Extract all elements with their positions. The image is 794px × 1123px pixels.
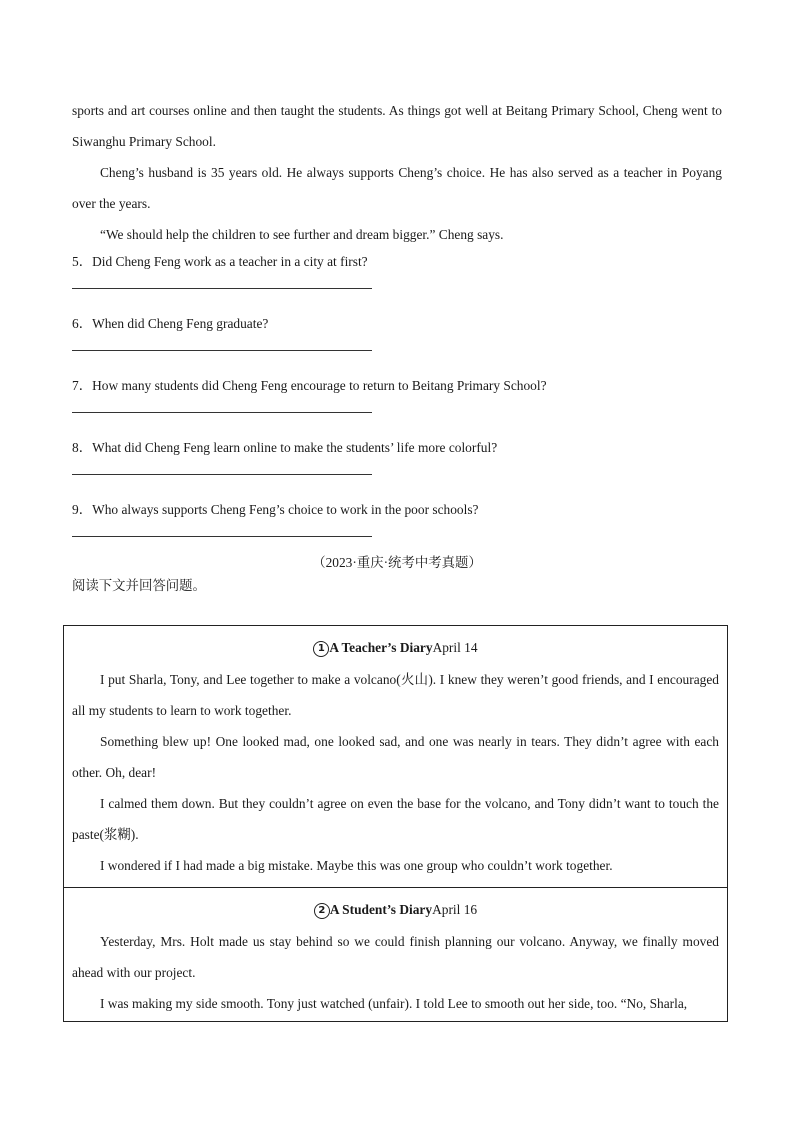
question-item [72, 252, 722, 314]
diary-paragraph: I put Sharla, Tony, and Lee together to make a volcano(火山). I knew they weren’t good friends, and I encouraged all my students to learn to work together. [72, 672, 719, 718]
diary-paragraph: Yesterday, Mrs. Holt made us stay behind so we could finish planning our volcano. Anyway, we finally moved ahead with our project. [72, 934, 719, 980]
diary-date: April 16 [432, 902, 478, 917]
diary-entry-title [72, 634, 719, 662]
circled-number-icon: 1 [313, 641, 329, 657]
question-list [72, 252, 722, 552]
diary-paragraph: I wondered if I had made a big mistake. Maybe this was one group who couldn’t work together. [100, 858, 613, 873]
diary-title: A Student’s Diary [329, 902, 433, 917]
diary-paragraph: Something blew up! One looked mad, one looked sad, and one was nearly in tears. They didn’t agree with each other. Oh, dear! [72, 734, 719, 780]
diary-paragraph: I was making my side smooth. Tony just watched (unfair). I told Lee to smooth out her side, too. “No, Sharla, [100, 996, 688, 1011]
answer-line[interactable] [72, 350, 372, 351]
question-item [72, 500, 722, 552]
answer-line[interactable] [72, 474, 372, 475]
question-text: 7．How many students did Cheng Feng encourage to return to Beitang Primary School? [72, 378, 547, 393]
passage-paragraph: Cheng’s husband is 35 years old. He always supports Cheng’s choice. He has also served as a teacher in Poyang over the years. [72, 165, 722, 211]
answer-line[interactable] [72, 412, 372, 413]
reading-instruction: 阅读下文并回答问题。 [72, 579, 206, 594]
teacher-diary-section [64, 626, 727, 887]
question-item [72, 438, 722, 500]
question-text: 5．Did Cheng Feng work as a teacher in a city at first? [72, 254, 368, 269]
question-text: 6．When did Cheng Feng graduate? [72, 316, 269, 331]
diary-entry-title [72, 896, 719, 924]
diary-box [63, 625, 728, 1022]
answer-line[interactable] [72, 288, 372, 289]
question-text: 9．Who always supports Cheng Feng’s choice to work in the poor schools? [72, 502, 479, 517]
diary-date: April 14 [432, 640, 478, 655]
answer-line[interactable] [72, 536, 372, 537]
question-item [72, 376, 722, 438]
student-diary-section [64, 887, 727, 1023]
diary-title: A Teacher’s Diary [329, 640, 433, 655]
source-citation: （2023·重庆·统考中考真题） [312, 555, 482, 570]
passage-paragraph: sports and art courses online and then taught the students. As things got well at Beitang Primary School, Cheng went to Siwanghu Primary School. [72, 103, 722, 149]
passage-paragraph: “We should help the children to see further and dream bigger.” Cheng says. [100, 227, 504, 242]
circled-number-icon: 2 [314, 903, 330, 919]
question-item [72, 314, 722, 376]
document-page [72, 95, 722, 600]
question-text: 8．What did Cheng Feng learn online to make the students’ life more colorful? [72, 440, 498, 455]
diary-paragraph: I calmed them down. But they couldn’t agree on even the base for the volcano, and Tony didn’t want to touch the paste(浆糊). [72, 796, 719, 842]
